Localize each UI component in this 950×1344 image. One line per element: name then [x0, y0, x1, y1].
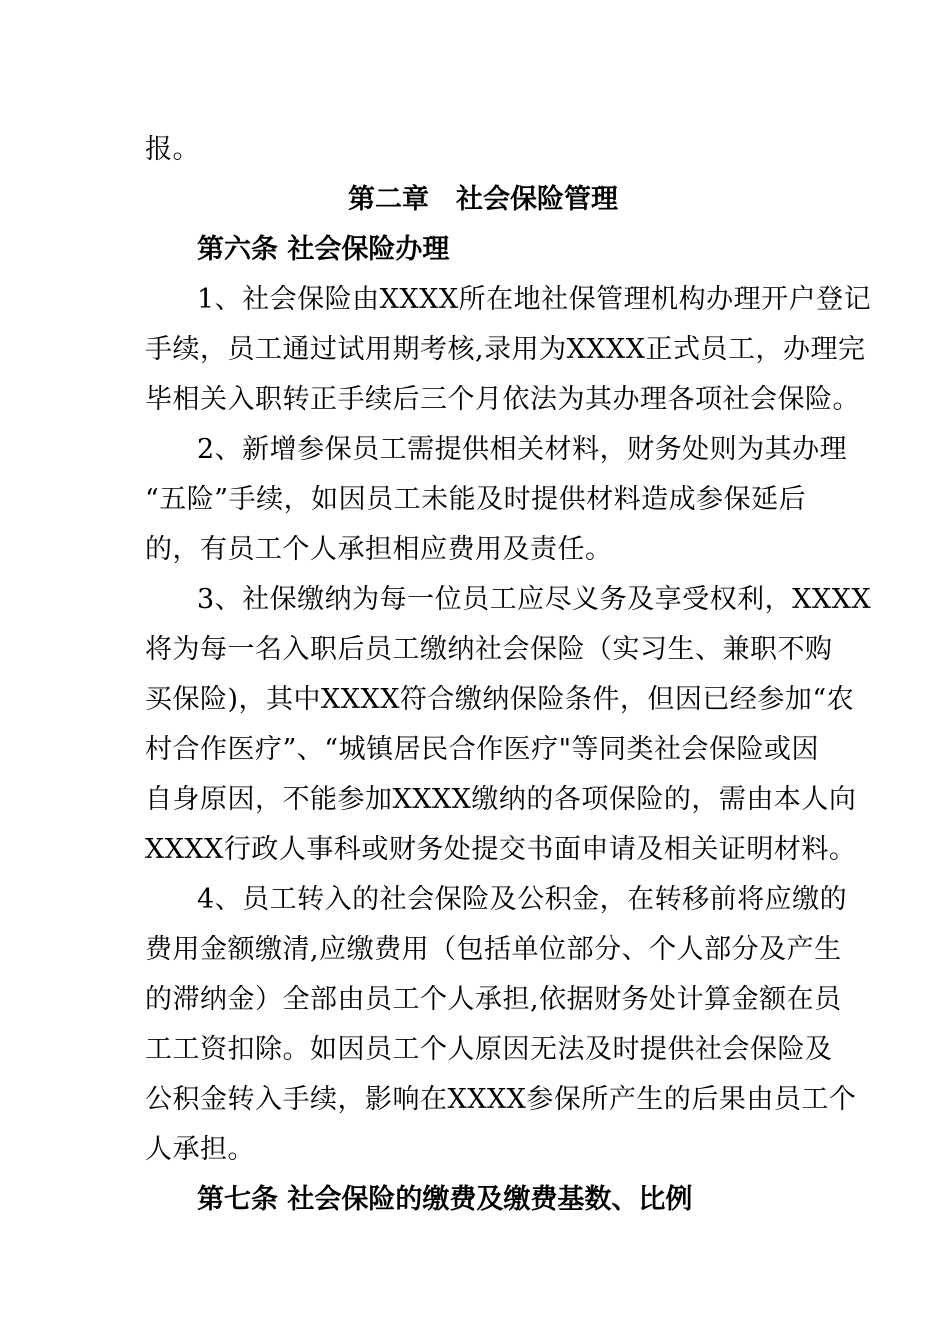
paragraph-line: “五险”手续，如因员工未能及时提供材料造成参保延后	[145, 484, 807, 515]
paragraph-line: 3、社保缴纳为每一位员工应尽义务及享受权利，XXXX	[197, 584, 872, 615]
paragraph-line: 自身原因，不能参加XXXX缴纳的各项保险的，需由本人向	[145, 784, 857, 815]
article-heading: 第七条 社会保险的缴费及缴费基数、比例	[197, 1184, 693, 1215]
paragraph-line: 毕相关入职转正手续后三个月依法为其办理各项社会保险。	[145, 384, 860, 415]
paragraph-line: 公积金转入手续，影响在XXXX参保所产生的后果由员工个	[145, 1084, 857, 1115]
paragraph-line: 人承担。	[145, 1134, 255, 1165]
paragraph-line: 买保险)，其中XXXX符合缴纳保险条件，但因已经参加“农	[145, 684, 855, 715]
paragraph-line: 1、社会保险由XXXX所在地社保管理机构办理开户登记	[197, 284, 872, 315]
paragraph-line: 2、新增参保员工需提供相关材料，财务处则为其办理	[197, 434, 848, 465]
paragraph-line: 工工资扣除。如因员工个人原因无法及时提供社会保险及	[145, 1034, 833, 1065]
paragraph-line: 将为每一名入职后员工缴纳社会保险（实习生、兼职不购	[145, 634, 833, 665]
paragraph-line: 费用金额缴清,应缴费用（包括单位部分、个人部分及产生	[145, 934, 842, 965]
paragraph-line: 的滞纳金）全部由员工个人承担,依据财务处计算金额在员	[145, 984, 842, 1015]
paragraph-line: XXXX行政人事科或财务处提交书面申请及相关证明材料。	[145, 834, 857, 865]
article-heading: 第六条 社会保险办理	[197, 234, 450, 265]
paragraph-line: 4、员工转入的社会保险及公积金，在转移前将应缴的	[197, 884, 848, 915]
chapter-heading: 第二章 社会保险管理	[348, 184, 618, 215]
paragraph-line: 手续，员工通过试用期考核,录用为XXXX正式员工，办理完	[145, 334, 866, 365]
paragraph-line: 的，有员工个人承担相应费用及责任。	[145, 534, 613, 565]
paragraph-line: 报。	[145, 134, 200, 165]
paragraph-line: 村合作医疗”、“城镇居民合作医疗"等同类社会保险或因	[145, 734, 820, 765]
